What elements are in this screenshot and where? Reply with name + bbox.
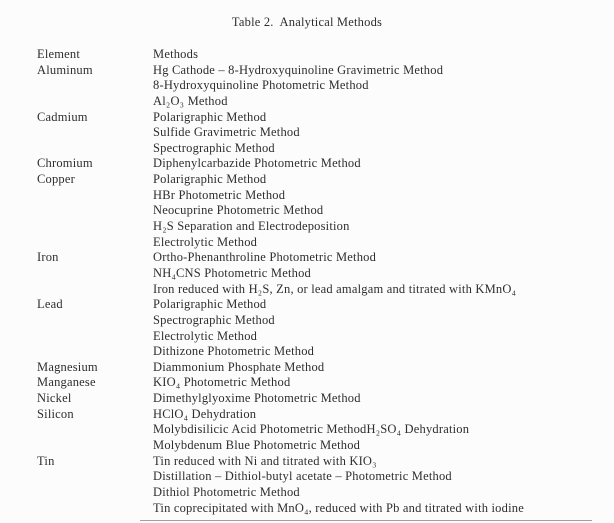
- element-cell: [37, 344, 153, 360]
- method-cell: Al₂O₃ Method: [153, 93, 228, 108]
- element-cell: Manganese: [37, 375, 96, 390]
- analytical-methods-table: [37, 47, 614, 516]
- table-row: [37, 501, 614, 517]
- table-row: [37, 141, 614, 157]
- table-row: [37, 344, 614, 360]
- element-cell: [37, 438, 153, 454]
- element-cell: [37, 469, 153, 485]
- element-cell: [37, 94, 153, 110]
- method-cell: Polarigraphic Method: [153, 172, 267, 187]
- method-cell: Distillation – Dithiol-butyl acetate – Photometric Method: [153, 469, 452, 484]
- table-row: [37, 172, 614, 188]
- table-row: [37, 391, 614, 407]
- method-cell: Polarigraphic Method: [153, 109, 267, 124]
- table-row: [37, 266, 614, 282]
- method-cell: Dithiol Photometric Method: [153, 484, 300, 499]
- element-cell: [37, 282, 153, 298]
- table-row: [37, 329, 614, 345]
- element-cell: [37, 266, 153, 282]
- element-cell: Copper: [37, 172, 75, 187]
- method-cell: 8-Hydroxyquinoline Photometric Method: [153, 78, 369, 93]
- method-cell: Electrolytic Method: [153, 328, 258, 343]
- methods-column-header: Methods: [153, 47, 199, 61]
- element-cell: Iron: [37, 250, 59, 265]
- method-cell: Diammonium Phosphate Method: [153, 359, 325, 374]
- element-cell: [37, 313, 153, 329]
- table-bottom-rule: [140, 520, 592, 521]
- table-row: [37, 375, 614, 391]
- table-row: [37, 125, 614, 141]
- method-cell: KIO₄ Photometric Method: [153, 375, 291, 390]
- method-cell: NH₄CNS Photometric Method: [153, 265, 311, 280]
- element-cell: [37, 125, 153, 141]
- element-cell: [37, 485, 153, 501]
- table-row: [37, 250, 614, 266]
- table-row: [37, 219, 614, 235]
- element-column-header: Element: [37, 47, 81, 61]
- table-row: [37, 360, 614, 376]
- method-cell: HClO₄ Dehydration: [153, 406, 257, 421]
- element-cell: [37, 188, 153, 204]
- method-cell: Electrolytic Method: [153, 234, 258, 249]
- table-row: [37, 313, 614, 329]
- method-cell: Neocuprine Photometric Method: [153, 203, 324, 218]
- table-caption: Table 2. Analytical Methods: [231, 15, 383, 29]
- element-cell: Lead: [37, 297, 63, 312]
- table-row: [37, 94, 614, 110]
- table-row: [37, 485, 614, 501]
- element-cell: [37, 422, 153, 438]
- table-row: [37, 203, 614, 219]
- element-cell: Aluminum: [37, 62, 93, 77]
- table-row: [37, 297, 614, 313]
- element-cell: Silicon: [37, 406, 74, 421]
- table-row: [37, 188, 614, 204]
- table-row: [37, 156, 614, 172]
- method-cell: Diphenylcarbazide Photometric Method: [153, 156, 361, 171]
- method-cell: Polarigraphic Method: [153, 297, 267, 312]
- table-row: [37, 235, 614, 251]
- table-row: [37, 422, 614, 438]
- element-cell: [37, 219, 153, 235]
- element-cell: [37, 235, 153, 251]
- element-cell: [37, 78, 153, 94]
- table-row: [37, 282, 614, 298]
- element-cell: Tin: [37, 453, 55, 468]
- method-cell: Spectrographic Method: [153, 312, 275, 327]
- table-header-row: [37, 47, 614, 63]
- method-cell: Molybdenum Blue Photometric Method: [153, 438, 361, 453]
- method-cell: Ortho-Phenanthroline Photometric Method: [153, 250, 377, 265]
- table-row: [37, 63, 614, 79]
- element-cell: Magnesium: [37, 359, 98, 374]
- table-row: [37, 78, 614, 94]
- element-cell: [37, 501, 153, 517]
- table-row: [37, 407, 614, 423]
- method-cell: Sulfide Gravimetric Method: [153, 125, 300, 140]
- method-cell: Dimethylglyoxime Photometric Method: [153, 391, 361, 406]
- method-cell: H₂S Separation and Electrodeposition: [153, 219, 350, 234]
- table-row: [37, 438, 614, 454]
- method-cell: Molybdisilicic Acid Photometric MethodH₂SO₄ Dehydration: [153, 422, 470, 437]
- method-cell: Dithizone Photometric Method: [153, 344, 315, 359]
- table-row: [37, 469, 614, 485]
- method-cell: Spectrographic Method: [153, 140, 275, 155]
- method-cell: Tin reduced with Ni and titrated with KIO₃: [153, 453, 377, 468]
- element-cell: Nickel: [37, 391, 72, 406]
- method-cell: Iron reduced with H₂S, Zn, or lead amalgam and titrated with KMnO₄: [153, 281, 517, 296]
- method-cell: Tin coprecipitated with MnO₄, reduced with Pb and titrated with iodine: [153, 500, 524, 515]
- table-row: [37, 454, 614, 470]
- element-cell: [37, 141, 153, 157]
- element-cell: [37, 203, 153, 219]
- method-cell: HBr Photometric Method: [153, 187, 286, 202]
- element-cell: Cadmium: [37, 109, 88, 124]
- element-cell: Chromium: [37, 156, 93, 171]
- table-row: [37, 110, 614, 126]
- method-cell: Hg Cathode – 8-Hydroxyquinoline Gravimetric Method: [153, 62, 444, 77]
- element-cell: [37, 329, 153, 345]
